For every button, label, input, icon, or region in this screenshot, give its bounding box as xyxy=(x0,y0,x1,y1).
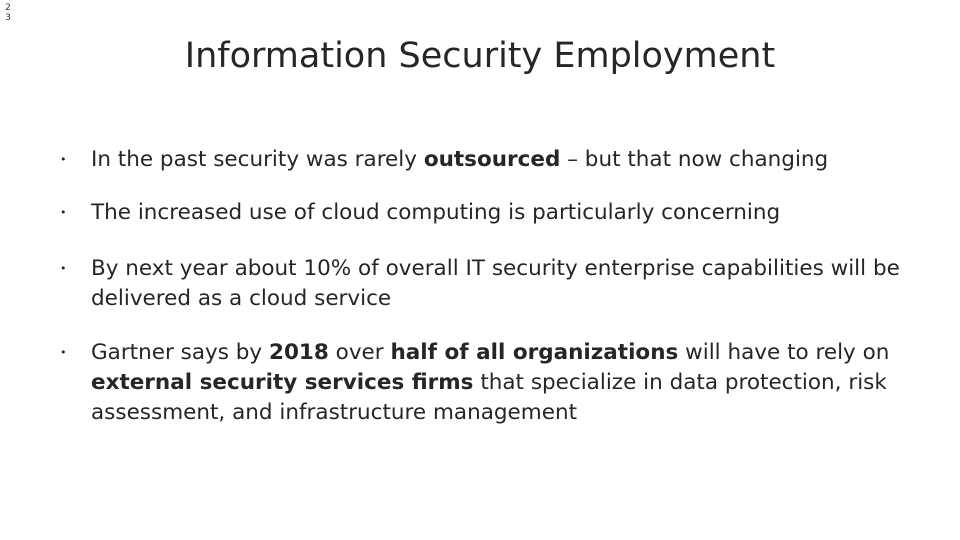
bullet-dot-icon: • xyxy=(60,153,67,166)
bullet-text xyxy=(91,254,921,314)
bullet-dot-icon: • xyxy=(60,262,67,275)
bullet-text-part: will have to rely on xyxy=(678,340,890,365)
slide-number-bottom: 3 xyxy=(5,13,11,23)
slide-number xyxy=(3,3,13,23)
bullet-text-part: By next year about 10% of overall IT security enterprise capabilities will be delivered as a cloud service xyxy=(91,256,900,311)
bullet-text-part: – but that now changing xyxy=(560,147,829,172)
bullet-text-part: In the past security was rarely xyxy=(91,147,424,172)
bullet-text-part: that specialize in data protection, risk assessment, and infrastructure management xyxy=(91,370,887,425)
bullet-text-emphasis: 2018 xyxy=(268,340,329,365)
bullet-text-part: over xyxy=(328,340,391,365)
bullet-dot-icon: • xyxy=(60,206,67,219)
slide-number-top: 2 xyxy=(5,3,11,13)
bullet-text-emphasis: external security services firms xyxy=(91,370,474,395)
bullet-text xyxy=(91,338,921,428)
bullet-text-emphasis: half of all organizations xyxy=(390,340,679,365)
bullet-text xyxy=(91,198,921,228)
bullet-text xyxy=(91,145,921,175)
bullet-dot-icon: • xyxy=(60,346,67,359)
bullet-text-emphasis: outsourced xyxy=(423,147,561,172)
bullet-text-part: The increased use of cloud computing is particularly concerning xyxy=(91,200,781,225)
slide-title: Information Security Employment xyxy=(184,36,776,76)
bullet-text-part: Gartner says by xyxy=(91,340,269,365)
